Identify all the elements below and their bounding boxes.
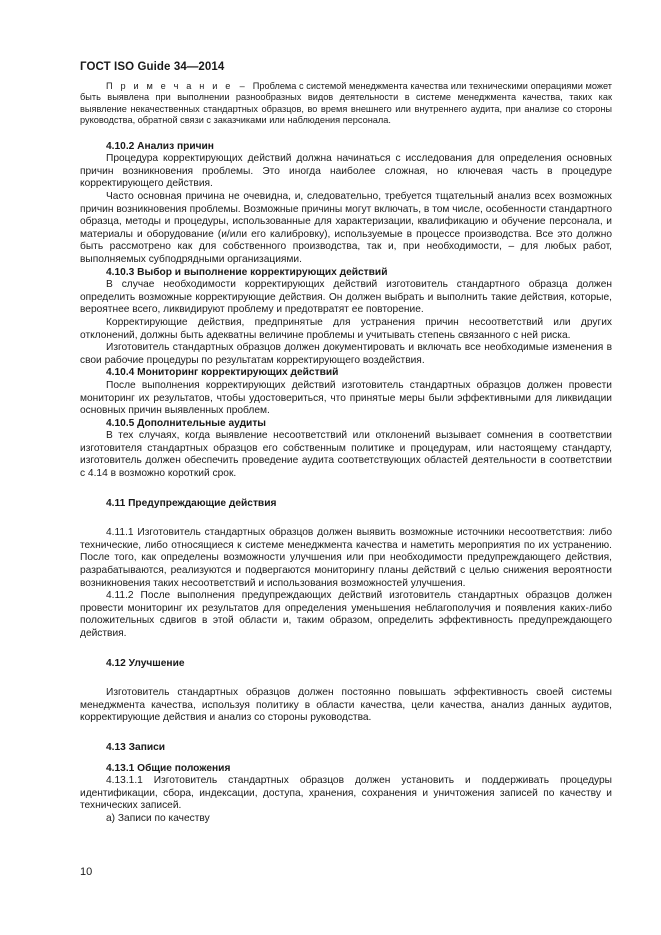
note-text: Проблема с системой менеджмента качества или техническими операциями может быть выявлена при выполнении разнообразных видов деятельности в системе менеджмента качества, таких как выявление некачественных стандартных образцов, во время внешнего или внутреннего аудита, при анализе со стороны руководства, обратной связи с заказчиками или наблюдения персонала. (80, 81, 612, 126)
heading-4-10-2: 4.10.2 Анализ причин (106, 140, 214, 152)
heading-4-13: 4.13 Записи (106, 741, 166, 753)
paragraph-4-10-3-2: Корректирующие действия, предпринятые для устранения причин несоответствий или других отклонений, должны быть адекватны величине проблемы и учитывать степень связанного с ней риска. (80, 316, 612, 341)
heading-4-11: 4.11 Предупреждающие действия (106, 497, 277, 509)
heading-4-10-4: 4.10.4 Мониторинг корректирующих действий (106, 367, 339, 379)
paragraph-4-10-2-2: Часто основная причина не очевидна, и, следовательно, требуется тщательный анализ всех возможных причин возникновения проблемы. Возможные причины могут включать, в том числе, особенности стандартного образца, методы и процедуры, использованные для характеризации, квалификацию и обучение персонала, и материалы и оборудование (и/или его калибровку), используемые в процессе производства. Все это должно быть рассмотрено как для собственного производства, так и, при необходимости, – для любых работ, выполняемых субподрядными организациями. (80, 191, 612, 265)
note-dash: – (239, 81, 245, 91)
note-paragraph (80, 81, 612, 127)
document-header: ГОСТ ISO Guide 34—2014 (80, 61, 225, 73)
paragraph-4-12-1: Изготовитель стандартных образцов должен постоянно повышать эффективность своей системы менеджмента качества, используя политику в области качества, цели качества, анализ данных аудитов, корректирующие действия и анализ со стороны руководства. (80, 687, 612, 724)
paragraph-4-11-2: 4.11.2 После выполнения предупреждающих действий изготовитель стандартных образцов должен провести мониторинг их результатов для определения уменьшения неблагополучия и появления каких-либо положительных сдвигов в этой области и, таким образом, определить эффективность предупреждающего действия. (80, 590, 612, 639)
note-label: П р и м е ч а н и е (106, 81, 233, 91)
paragraph-4-11-1: 4.11.1 Изготовитель стандартных образцов должен выявить возможные источники несоответствия: либо технические, либо относящиеся к системе менеджмента качества и наметить мероприятия по их устранению. После того, как определены возможности улучшения или при необходимости предупреждающего действия, разрабатываются, реализуются и подвергаются мониторингу планы действий с целью снижения вероятности возникновения таких несоответствий и использования возможностей улучшения. (80, 527, 612, 589)
paragraph-4-10-3-1: В случае необходимости корректирующих действий изготовитель стандартного образца должен определить возможные корректирующие действия. Он должен выбрать и выполнить такие действия, которые, вероятнее всего, ликвидируют проблему и предотвратят ее повторение. (80, 279, 612, 316)
paragraph-4-10-3-3: Изготовитель стандартных образцов должен документировать и включать все необходимые изменения в свои рабочие процедуры по результатам корректирующего воздействия. (80, 342, 612, 366)
heading-4-10-5: 4.10.5 Дополнительные аудиты (106, 417, 267, 429)
document-body (80, 81, 612, 826)
paragraph-4-10-4-1: После выполнения корректирующих действий изготовитель стандартных образцов должен провести мониторинг их результатов, чтобы удостовериться, что принятые меры были эффективными для ликвидации основных причин выявленных проблем. (80, 379, 612, 417)
paragraph-4-13-1-1: 4.13.1.1 Изготовитель стандартных образцов должен установить и поддерживать процедуры идентификации, сбора, индексации, доступа, хранения, сохранения и уничтожения записей по качеству и технических записей. (80, 775, 612, 812)
paragraph-4-13-1-a: а) Записи по качеству (106, 812, 210, 824)
paragraph-4-10-2-1: Процедура корректирующих действий должна начинаться с исследования для определения основных причин возникновения проблемы. Это иногда наиболее сложная, но ключевая часть в процедуре корректирующего действия. (80, 153, 612, 190)
page-number: 10 (80, 866, 93, 878)
heading-4-12: 4.12 Улучшение (106, 657, 185, 669)
heading-4-13-1: 4.13.1 Общие положения (106, 762, 231, 774)
paragraph-4-10-5-1: В тех случаях, когда выявление несоответствий или отклонений вызывает сомнения в соответствии изготовителя стандартных образцов его собственным политике и процедурам, или настоящему стандарту, изготовитель должен обеспечить проведение аудита соответствующих областей деятельности в соответствии с 4.14 в возможно короткий срок. (80, 430, 612, 480)
heading-4-10-3: 4.10.3 Выбор и выполнение корректирующих действий (106, 266, 388, 278)
